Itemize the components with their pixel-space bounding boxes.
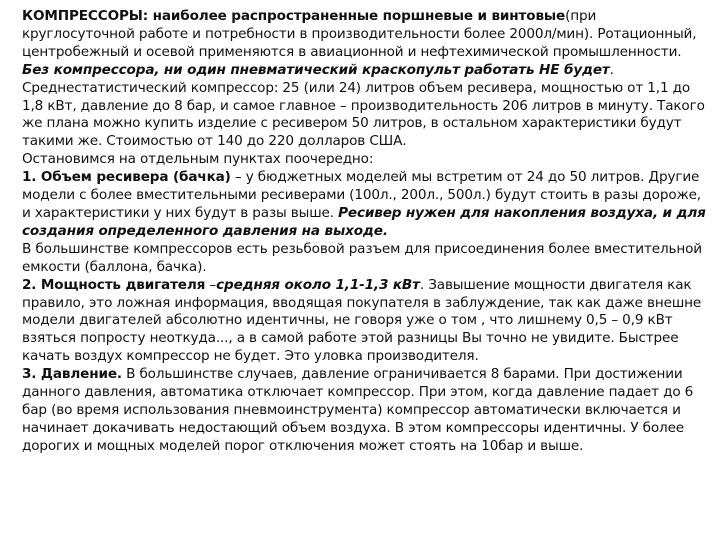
body-text — [22, 8, 706, 456]
point-1-paragraph — [22, 169, 706, 241]
point-3-text: В большинстве случаев, давление ограничивается 8 барами. При достижении данного давления, автоматика отключает компрессор. При этом, когда давление падает до 6 бар (во время использования пневмоинструмента) компрессор автоматически включается и начинает докачивать недостающий объем воздуха. В этом компрессоры идентичны. У более дорогих и мощных моделей порог отключения может стоять на 10бар и выше. — [22, 366, 694, 454]
average-paragraph: Среднестатистический компрессор: 25 (или 24) литров объем ресивера, мощностью от 1,1 до 1,8 кВт, давление до 8 бар, и самое главное – производительность 206 литров в минуту. Такого же плана можно купить изделие с ресивером 50 литров, в остальном характеристики будут такими же. Стоимостью от 140 до 220 долларов США. — [22, 79, 705, 150]
point-2-emphasis: средняя около 1,1-1,3 кВт — [216, 276, 420, 293]
intro-heading: КОМПРЕССОРЫ: наиболее распространенные поршневые и винтовые — [22, 8, 566, 24]
point-2-dash: – — [205, 276, 217, 293]
point-1-emphasis: Ресивер нужен для накопления воздуха, и для создания определенного давления на выходе. — [22, 204, 706, 239]
point-2-heading: 2. Мощность двигателя — [22, 276, 206, 293]
stop-points-paragraph: Остановимся на отдельным пунктах поочередно: — [22, 151, 374, 168]
point-2-paragraph — [22, 277, 706, 367]
point-1-text: – у бюджетных моделей мы встретим от 24 до 50 литров. Другие модели с более вместительными ресиверами (100л., 200л., 500л.) будут стоить в разы дороже, и характеристики у них будут в разы выше. — [22, 169, 701, 221]
warning-period: . — [609, 61, 614, 78]
point-2-text: . Завышение мощности двигателя как правило, это ложная информация, вводящая покупателя в заблуждение, так как даже внешне модели двигателей абсолютно идентичны, не говоря уже о том , что лишнему 0,5 – 0,9 кВт взяться попросту неоткуда..., а в самой работе этой разницы Вы точно не увидите. Быстрее качать воздух компрессор не будет. Это уловка производителя. — [22, 276, 702, 365]
intro-paragraph — [22, 8, 706, 62]
point-1-heading: 1. Объем ресивера (бачка) — [22, 169, 231, 186]
intro-text: (при круглосуточной работе и потребности в производительности более 2000л/мин). Ротационный, центробежный и осевой применяются в авиационной и нефтехимической промышленности. — [22, 8, 697, 60]
thread-paragraph: В большинстве компрессоров есть резьбовой разъем для присоединения более вместительной емкости (баллона, бачка). — [22, 240, 702, 275]
point-3-heading: 3. Давление. — [22, 366, 122, 383]
warning-paragraph — [22, 62, 706, 80]
point-3-paragraph — [22, 366, 706, 456]
warning-text: Без компрессора, ни один пневматический краскопульт работать НЕ будет — [22, 61, 610, 78]
